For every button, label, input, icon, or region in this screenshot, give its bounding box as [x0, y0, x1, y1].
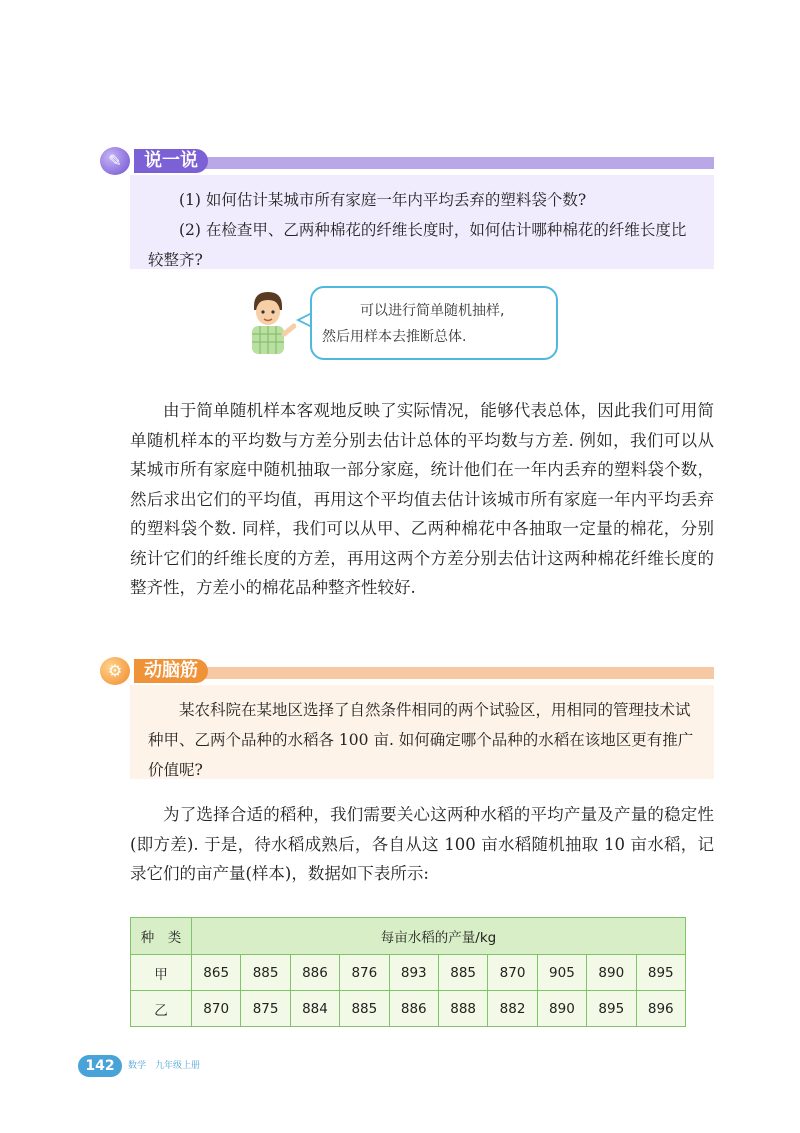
yield-table	[130, 917, 686, 1027]
speech-bubble	[310, 286, 558, 360]
table-cell: 865	[192, 955, 241, 991]
table-row	[131, 955, 686, 991]
table-cell: 905	[537, 955, 586, 991]
table-cell: 890	[587, 955, 636, 991]
table-cell: 888	[438, 991, 487, 1027]
table-cell: 885	[438, 955, 487, 991]
table-cell: 886	[389, 991, 438, 1027]
table-row	[131, 991, 686, 1027]
table-header-row	[131, 918, 686, 955]
think-text: 某农科院在某地区选择了自然条件相同的两个试验区，用相同的管理技术试种甲、乙两个品种的水稻各 100 亩. 如何确定哪个品种的水稻在该地区更有推广价值呢?	[148, 701, 694, 779]
table-cell: 876	[340, 955, 389, 991]
say-section-title: 说一说	[134, 149, 208, 173]
table-corner-cell: 种 类	[131, 918, 192, 955]
speech-bubble-icon: ✎	[100, 147, 130, 175]
table-cell: 895	[587, 991, 636, 1027]
header-bar	[140, 157, 714, 169]
table-header-cell: 每亩水稻的产量/kg	[192, 918, 686, 955]
table-cell: 893	[389, 955, 438, 991]
header-bar	[140, 667, 714, 679]
table-cell: 890	[537, 991, 586, 1027]
say-section-box	[130, 175, 714, 269]
student-illustration	[240, 290, 296, 356]
table-cell: 882	[488, 991, 537, 1027]
brain-gear-icon: ⚙	[100, 657, 130, 685]
row-label: 乙	[131, 991, 192, 1027]
table-cell: 870	[488, 955, 537, 991]
question-1: (1) 如何估计某城市所有家庭一年内平均丢弃的塑料袋个数?	[179, 191, 587, 209]
book-title: 数学 九年级上册	[128, 1061, 201, 1071]
table-cell: 884	[290, 991, 339, 1027]
table-cell: 870	[192, 991, 241, 1027]
table-cell: 875	[241, 991, 290, 1027]
table-cell: 885	[340, 991, 389, 1027]
think-section-header	[100, 655, 714, 685]
table-cell: 886	[290, 955, 339, 991]
page-number: 142	[78, 1055, 122, 1077]
body-paragraph-1: 由于简单随机样本客观地反映了实际情况，能够代表总体，因此我们可用简单随机样本的平均数与方差分别去估计总体的平均数与方差. 例如，我们可以从某城市所有家庭中随机抽取一部分家庭，统计他们在一年内丢弃的塑料袋个数，然后求出它们的平均值，再用这个平均值去估计该城市所有家庭一年内平均丢弃的塑料袋个数. 同样，我们可以从甲、乙两种棉花中各抽取一定量的棉花，分别统计它们的纤维长度的方差，再用这两个方差分别去估计这两种棉花纤维长度的整齐性，方差小的棉花品种整齐性较好.	[130, 401, 714, 597]
table-cell: 895	[636, 955, 685, 991]
body-paragraph-2: 为了选择合适的稻种，我们需要关心这两种水稻的平均产量及产量的稳定性(即方差). 于是，待水稻成熟后，各自从这 100 亩水稻随机抽取 10 亩水稻，记录它们的亩产量(样本)，数据如下表所示:	[130, 805, 714, 883]
think-section-title: 动脑筋	[134, 659, 208, 683]
bubble-line-1: 可以进行简单随机抽样,	[360, 303, 505, 319]
bubble-line-2: 然后用样本去推断总体.	[322, 329, 467, 345]
row-label: 甲	[131, 955, 192, 991]
say-section-header	[100, 145, 714, 175]
question-2: (2) 在检查甲、乙两种棉花的纤维长度时，如何估计哪种棉花的纤维长度比较整齐?	[148, 221, 687, 269]
table-cell: 896	[636, 991, 685, 1027]
table-cell: 885	[241, 955, 290, 991]
think-section-box	[130, 685, 714, 779]
